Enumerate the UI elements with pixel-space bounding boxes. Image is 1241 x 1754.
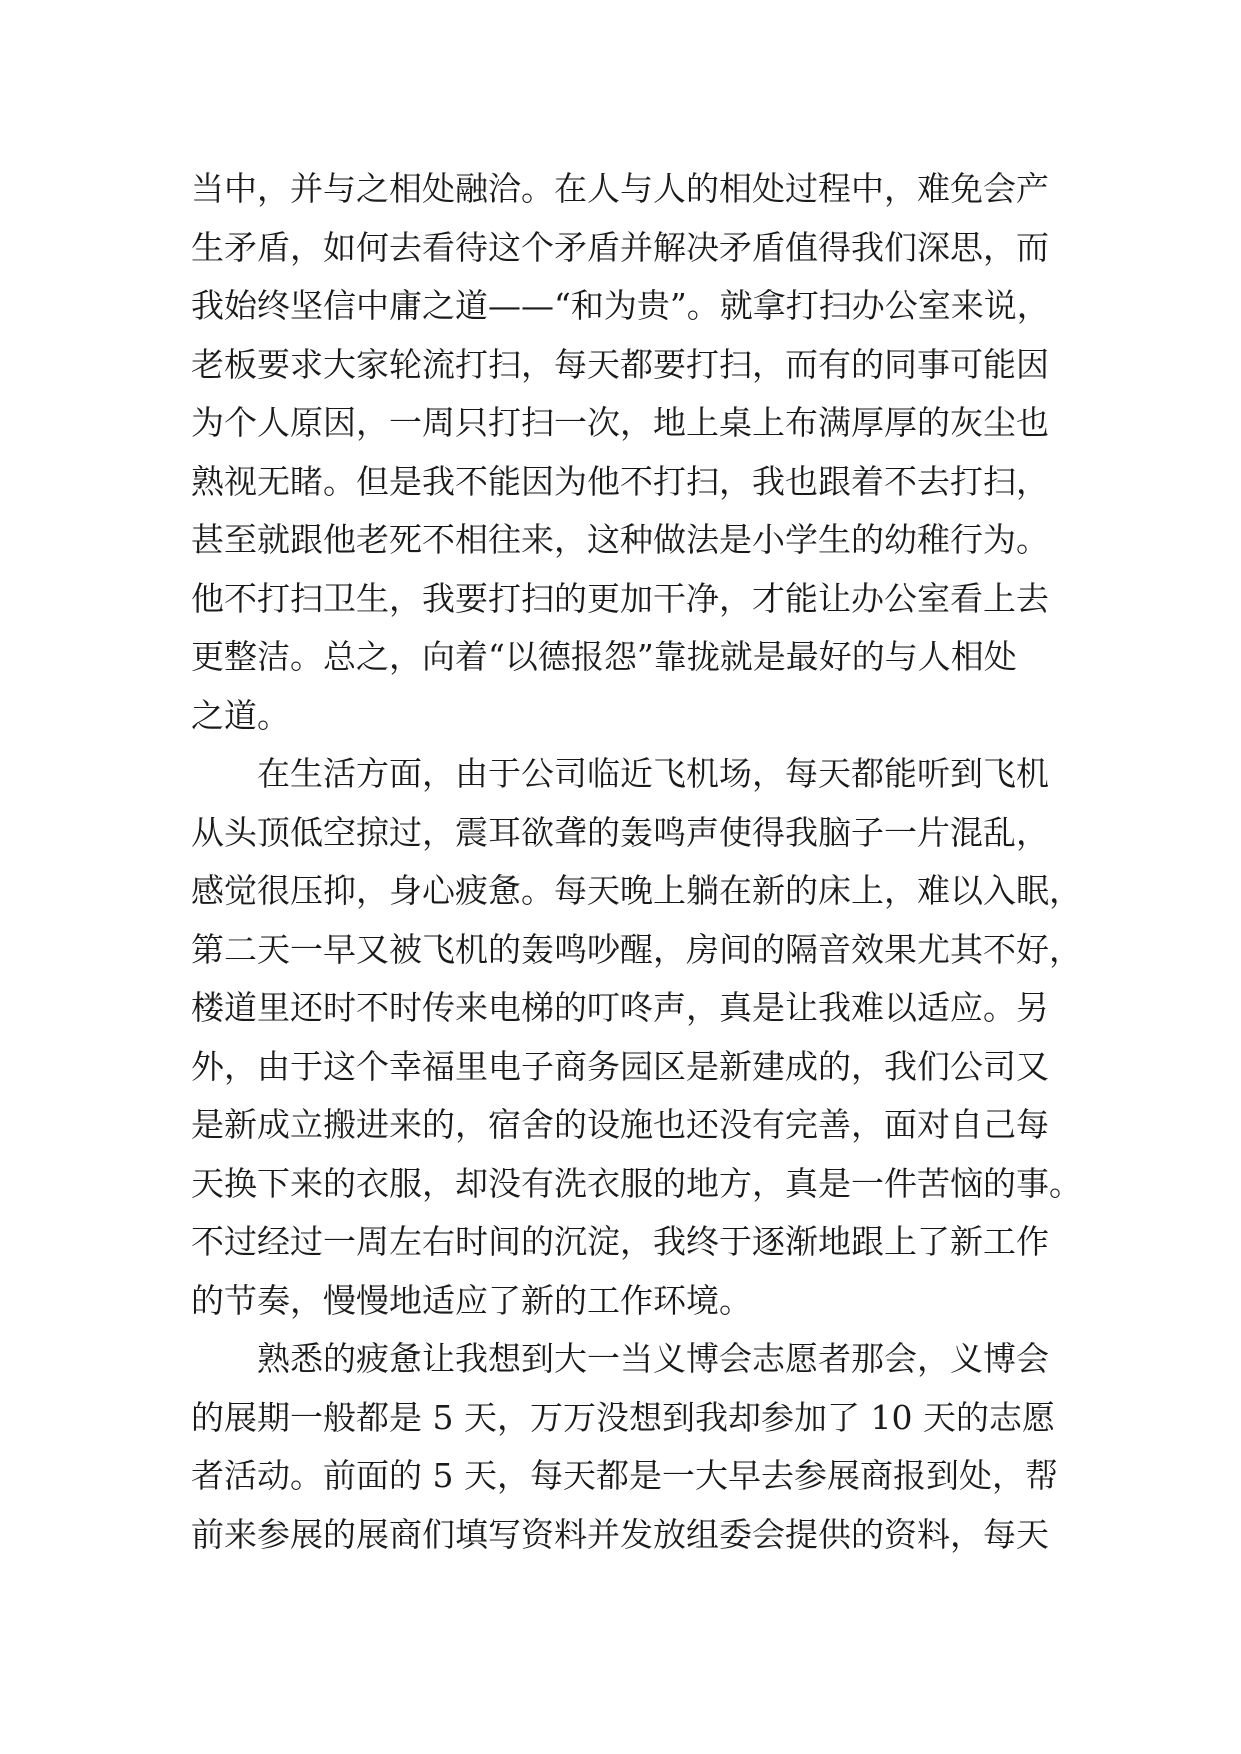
text-line: 前来参展的展商们填写资料并发放组委会提供的资料，每天 xyxy=(191,1514,1049,1554)
text-line: 熟悉的疲惫让我想到大一当义博会志愿者那会，义博会 xyxy=(191,1339,1049,1378)
text-line: 之道。 xyxy=(191,695,290,735)
text-line: 在生活方面，由于公司临近飞机场，每天都能听到飞机 xyxy=(191,754,1049,793)
text-line: 是新成立搬进来的，宿舍的设施也还没有完善，面对自己每 xyxy=(191,1105,1049,1144)
text-line: 当中，并与之相处融洽。在人与人的相处过程中，难免会产 xyxy=(191,169,1049,208)
text-line: 从头顶低空掠过，震耳欲聋的轰鸣声使得我脑子一片混乱， xyxy=(191,812,1049,852)
text-line: 外，由于这个幸福里电子商务园区是新建成的，我们公司又 xyxy=(191,1046,1049,1086)
text-line: 我始终坚信中庸之道——“和为贵”。就拿打扫办公室来说， xyxy=(191,286,1050,325)
text-line: 老板要求大家轮流打扫，每天都要打扫，而有的同事可能因 xyxy=(191,344,1049,384)
text-line: 的节奏，慢慢地适应了新的工作环境。 xyxy=(191,1280,752,1320)
text-line: 甚至就跟他老死不相往来，这种做法是小学生的幼稚行为。 xyxy=(191,520,1049,559)
text-line: 更整洁。总之，向着“以德报怨”靠拢就是最好的与人相处 xyxy=(191,637,1017,676)
body-text xyxy=(191,160,1082,1564)
text-line: 楼道里还时不时传来电梯的叮咚声，真是让我难以适应。另 xyxy=(191,988,1049,1027)
text-line: 第二天一早又被飞机的轰鸣吵醒，房间的隔音效果尤其不好， xyxy=(191,929,1082,969)
text-line: 的展期一般都是 5 天，万万没想到我却参加了 10 天的志愿 xyxy=(191,1397,1055,1437)
text-line: 熟视无睹。但是我不能因为他不打扫，我也跟着不去打扫， xyxy=(191,461,1049,501)
text-line: 感觉很压抑，身心疲惫。每天晚上躺在新的床上，难以入眠， xyxy=(191,871,1082,910)
text-line: 为个人原因，一周只打扫一次，地上桌上布满厚厚的灰尘也 xyxy=(191,403,1049,442)
text-line: 者活动。前面的 5 天，每天都是一大早去参展商报到处，帮 xyxy=(191,1456,1058,1495)
text-line: 天换下来的衣服，却没有洗衣服的地方，真是一件苦恼的事。 xyxy=(191,1163,1082,1203)
text-line: 生矛盾，如何去看待这个矛盾并解决矛盾值得我们深思，而 xyxy=(191,227,1049,267)
text-line: 他不打扫卫生，我要打扫的更加干净，才能让办公室看上去 xyxy=(191,578,1049,618)
text-line: 不过经过一周左右时间的沉淀，我终于逐渐地跟上了新工作 xyxy=(191,1222,1049,1261)
